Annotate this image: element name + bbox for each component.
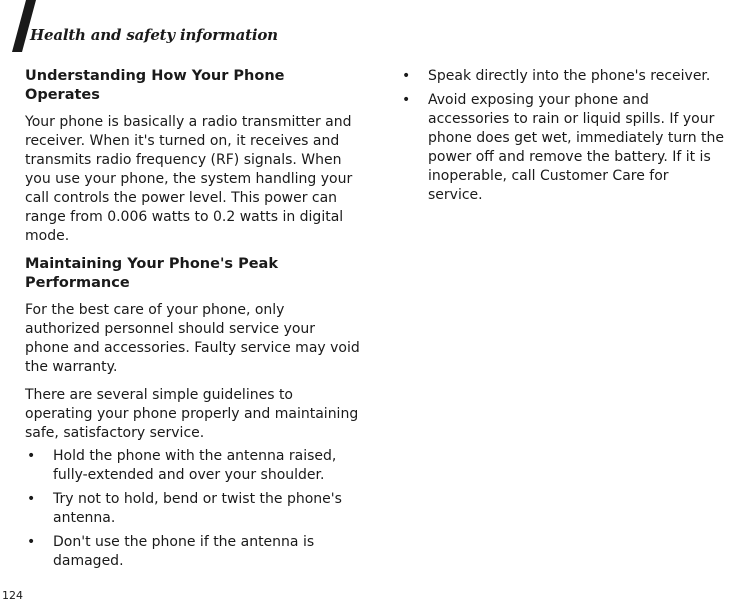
list-item-text: Don't use the phone if the antenna is damaged. — [53, 534, 315, 569]
bullet-icon: • — [402, 68, 411, 84]
paragraph-phone-operation: Your phone is basically a radio transmitter and receiver. When it's turned on, it receives and transmits radio frequency (RF) signals. When you use your phone, the system handling your call controls the power level. This power can range from 0.006 watts to 0.2 watts in digital mode. — [25, 114, 353, 244]
running-header-title: Health and safety information — [30, 26, 278, 44]
bullet-icon: • — [27, 534, 36, 550]
list-item — [400, 67, 725, 86]
bullet-icon: • — [402, 92, 411, 108]
guidelines-list — [25, 447, 360, 571]
page-number: 124 — [2, 589, 23, 602]
bullet-icon: • — [27, 448, 36, 464]
right-column — [400, 67, 725, 210]
section-heading-understanding: Understanding How Your Phone Operates — [25, 68, 285, 103]
section-heading-maintaining: Maintaining Your Phone's Peak Performance — [25, 256, 278, 291]
list-item-text: Speak directly into the phone's receiver. — [428, 68, 711, 84]
paragraph-guidelines: There are several simple guidelines to operating your phone properly and maintaining safe, satisfactory service. — [25, 387, 359, 441]
bullet-icon: • — [27, 491, 36, 507]
guidelines-list-continued — [400, 67, 725, 205]
list-item — [25, 490, 360, 528]
list-item-text: Hold the phone with the antenna raised, fully-extended and over your shoulder. — [53, 448, 337, 483]
list-item — [25, 533, 360, 571]
list-item — [25, 447, 360, 485]
paragraph-care: For the best care of your phone, only authorized personnel should service your phone and accessories. Faulty service may void the warranty. — [25, 302, 360, 375]
list-item — [400, 91, 725, 205]
list-item-text: Avoid exposing your phone and accessories to rain or liquid spills. If your phone does get wet, immediately turn the power off and remove the battery. If it is inoperable, call Customer Care for service. — [428, 92, 724, 203]
list-item-text: Try not to hold, bend or twist the phone's antenna. — [53, 491, 342, 526]
left-column — [25, 67, 360, 576]
